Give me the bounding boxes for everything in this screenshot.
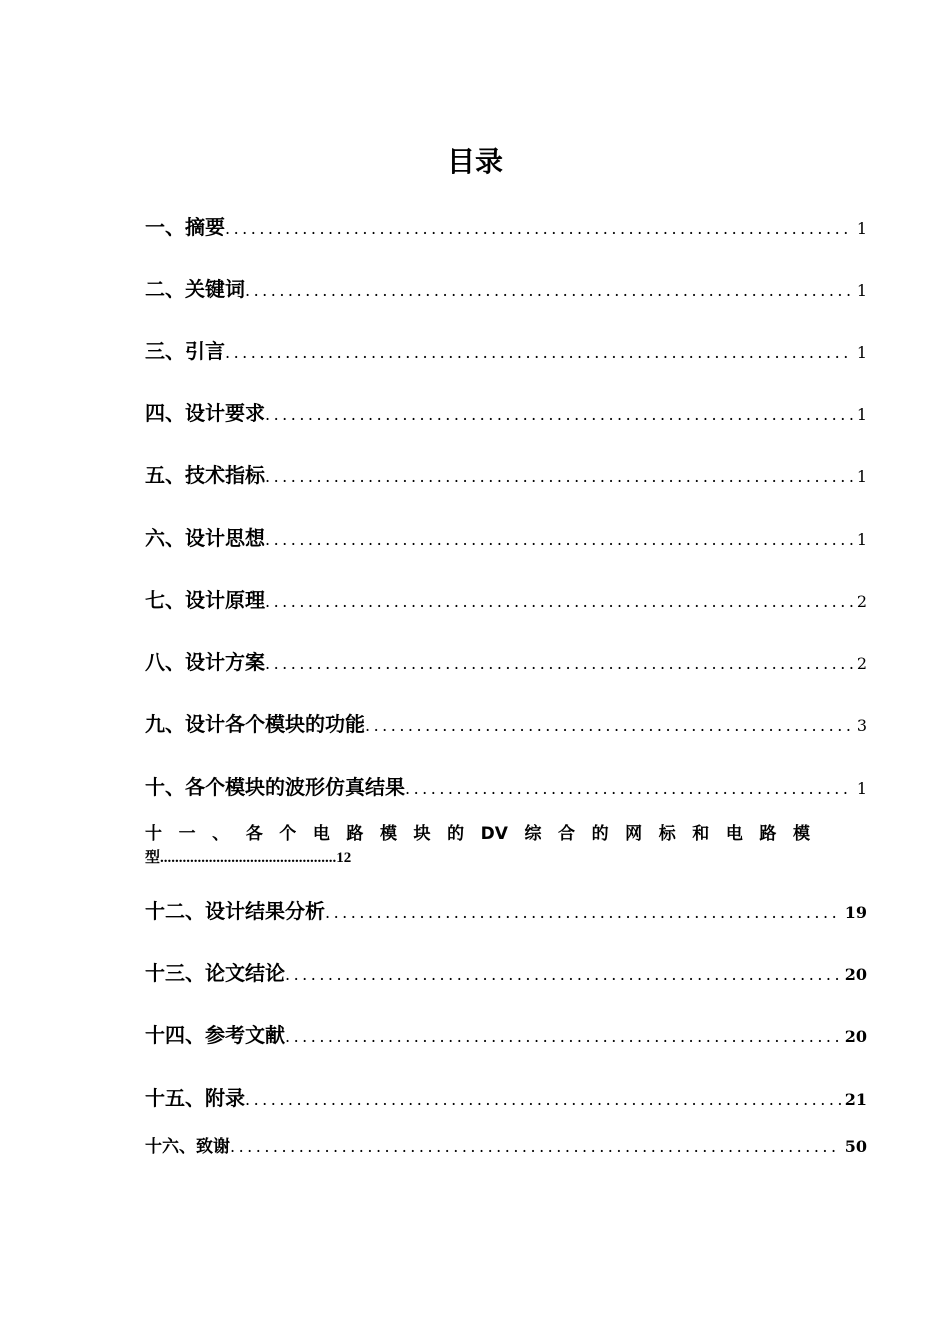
toc-wrapped-char: 、 xyxy=(212,824,230,844)
toc-entry[interactable] xyxy=(145,273,867,303)
toc-wrapped-char: 模 xyxy=(379,824,397,844)
toc-entry[interactable] xyxy=(145,771,867,801)
toc-leader-dots: ............................................... xyxy=(160,850,337,866)
toc-wrapped-char: 合 xyxy=(558,824,576,844)
toc-entry-label: 二、关键词 xyxy=(145,277,245,301)
toc-entry-page: 50 xyxy=(844,1137,867,1156)
toc-entry-label: 十、各个模块的波形仿真结果 xyxy=(145,775,405,799)
toc-wrapped-char: 网 xyxy=(625,824,643,844)
toc-leader-dots xyxy=(325,903,841,922)
toc-wrapped-char: 电 xyxy=(725,824,743,844)
toc-entry-page: 3 xyxy=(856,716,867,735)
toc-leader-dots xyxy=(265,467,853,486)
toc-entry[interactable] xyxy=(145,957,867,987)
toc-entry[interactable] xyxy=(145,522,867,552)
toc-leader-dots xyxy=(285,965,841,984)
toc-wrapped-char: 一 xyxy=(178,824,196,844)
toc-entry-label: 五、技术指标 xyxy=(145,463,265,487)
toc-entry[interactable] xyxy=(145,459,867,489)
toc-wrapped-char: 个 xyxy=(279,824,297,844)
toc-entry-page: 19 xyxy=(844,903,867,922)
toc-wrapped-char: 路 xyxy=(346,824,364,844)
toc-entry-page: 1 xyxy=(856,779,867,798)
toc-wrapped-char: 路 xyxy=(759,824,777,844)
toc-entry[interactable] xyxy=(145,1132,867,1162)
toc-entry-page: 1 xyxy=(856,219,867,238)
toc-entry-label: 七、设计原理 xyxy=(145,588,265,612)
toc-entry-label: 八、设计方案 xyxy=(145,650,265,674)
toc-entry-page: 1 xyxy=(856,343,867,362)
toc-wrapped-line1 xyxy=(145,821,810,847)
toc-wrapped-char: 和 xyxy=(692,824,710,844)
toc-entry-page: 1 xyxy=(856,281,867,300)
toc-entry-label: 十三、论文结论 xyxy=(145,961,285,985)
toc-entry[interactable] xyxy=(145,211,867,241)
toc-entry[interactable] xyxy=(145,895,867,925)
toc-wrapped-char: 十 xyxy=(145,824,162,844)
toc-entry-page: 20 xyxy=(844,1027,867,1046)
toc-leader-dots xyxy=(365,716,853,735)
toc-wrapped-line2 xyxy=(145,847,867,869)
toc-entry[interactable] xyxy=(145,1082,867,1112)
toc-entry-page: 2 xyxy=(856,654,867,673)
page-title: 目录 xyxy=(446,145,503,178)
toc-wrapped-char: 标 xyxy=(658,824,676,844)
toc-entry[interactable] xyxy=(145,397,867,427)
toc-entry-label: 六、设计思想 xyxy=(145,526,265,550)
toc-entry-page: 1 xyxy=(856,467,867,486)
toc-wrapped-label-end: 型 xyxy=(145,850,161,866)
toc-entry[interactable] xyxy=(145,584,867,614)
toc-leader-dots xyxy=(225,219,853,238)
toc-entry[interactable] xyxy=(145,1019,867,1049)
toc-entry[interactable] xyxy=(145,335,867,365)
toc-wrapped-char: 的 xyxy=(447,824,465,844)
toc-wrapped-char: 模 xyxy=(792,824,810,844)
toc-wrapped-char: 综 xyxy=(524,824,542,844)
toc-leader-dots xyxy=(265,530,853,549)
toc-leader-dots xyxy=(265,405,853,424)
toc-entry[interactable] xyxy=(145,708,867,738)
toc-entry[interactable] xyxy=(145,646,867,676)
toc-entry-page: 1 xyxy=(856,405,867,424)
toc-leader-dots xyxy=(230,1137,841,1156)
toc-leader-dots xyxy=(245,1090,841,1109)
toc-entry-page: 1 xyxy=(856,530,867,549)
toc-entry-label: 九、设计各个模块的功能 xyxy=(145,712,365,736)
toc-entry-page: 12 xyxy=(336,850,352,866)
toc-entry-label: 三、引言 xyxy=(145,339,225,363)
toc-entry-label: 十四、参考文献 xyxy=(145,1023,285,1047)
toc-leader-dots xyxy=(405,779,853,798)
toc-leader-dots xyxy=(245,281,853,300)
toc-entry-page: 20 xyxy=(844,965,867,984)
toc-entry-label: 四、设计要求 xyxy=(145,401,265,425)
toc-entry-page: 2 xyxy=(856,592,867,611)
toc-entry-label: 十六、致谢 xyxy=(145,1137,230,1157)
toc-wrapped-char: 的 xyxy=(591,824,609,844)
toc-leader-dots xyxy=(225,343,853,362)
toc-leader-dots xyxy=(285,1027,841,1046)
toc-entry-label: 一、摘要 xyxy=(145,215,225,239)
toc-wrapped-char: 电 xyxy=(312,824,330,844)
toc-wrapped-char: DV xyxy=(480,824,508,844)
toc-wrapped-char: 各 xyxy=(245,824,263,844)
toc-entry-label: 十五、附录 xyxy=(145,1086,245,1110)
toc-leader-dots xyxy=(265,592,853,611)
toc-wrapped-char: 块 xyxy=(413,824,431,844)
toc-entry-page: 21 xyxy=(844,1090,867,1109)
toc-leader-dots xyxy=(265,654,853,673)
toc-entry-label: 十二、设计结果分析 xyxy=(145,899,325,923)
toc-entry-wrapped[interactable] xyxy=(145,821,867,869)
